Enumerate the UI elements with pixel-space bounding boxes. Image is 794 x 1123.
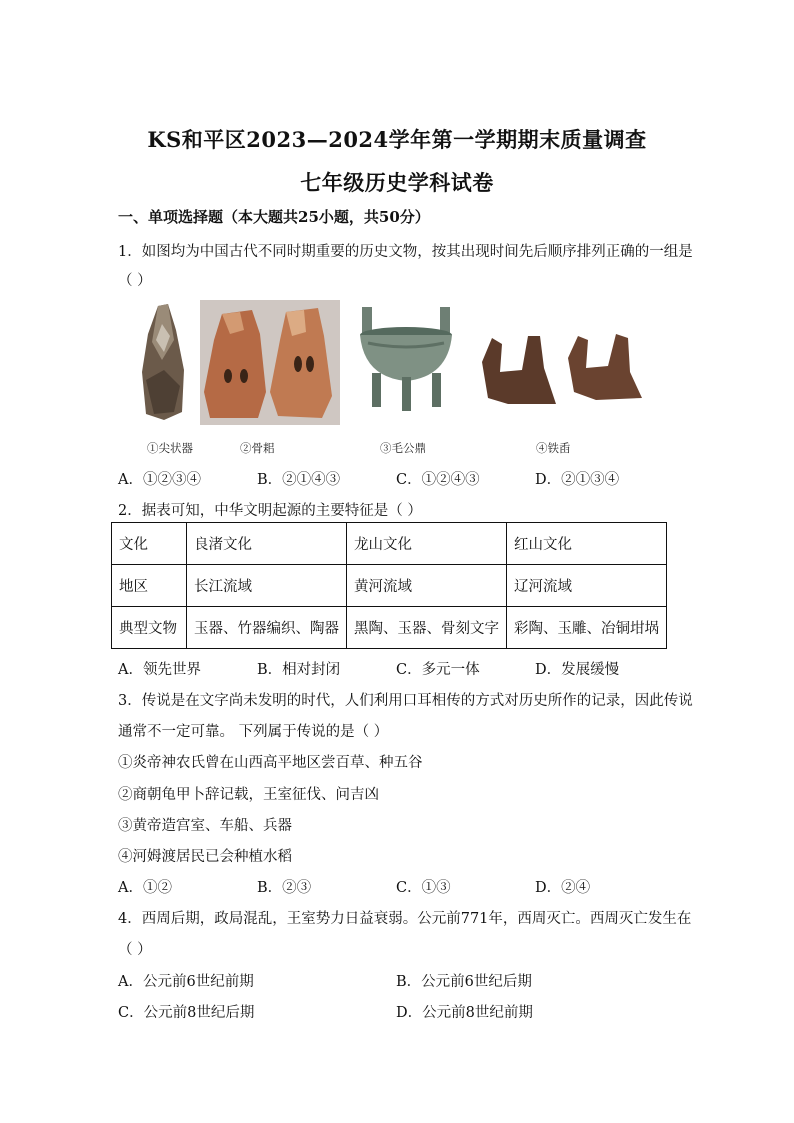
q3-stem-line1: 3．传说是在文字尚未发明的时代，人们利用口耳相传的方式对历史所作的记录，因此传说	[118, 693, 693, 709]
exam-title: KS和平区2023—2024学年第一学期期末质量调查	[147, 127, 647, 152]
q1-caption-4: ④铁臿	[536, 441, 571, 455]
q1-stem-line2: （ ）	[118, 273, 152, 289]
q3-stem-line2: 通常不一定可靠。 下列属于传说的是（ ）	[118, 724, 389, 740]
q4-stem-line1: 4．西周后期，政局混乱，王室势力日益衰弱。公元前771年，西周灭亡。西周灭亡发生在	[118, 911, 692, 927]
bone-spade-artifact-image	[200, 300, 340, 425]
q3-option-c: C．①③	[396, 880, 451, 896]
table-cell: 黑陶、玉器、骨刻文字	[347, 607, 507, 649]
q3-item-2: ②商朝龟甲卜辞记载，王室征伐、问吉凶	[118, 787, 379, 803]
q3-item-3: ③黄帝造宫室、车船、兵器	[118, 818, 292, 834]
table-cell: 良渚文化	[187, 523, 347, 565]
q1-option-c: C．①②④③	[396, 472, 480, 488]
q1-stem-line1: 1．如图均为中国古代不同时期重要的历史文物，按其出现时间先后顺序排列正确的一组是	[118, 244, 693, 260]
table-row	[112, 607, 667, 649]
q4-option-b: B．公元前6世纪后期	[396, 974, 532, 990]
culture-table	[111, 522, 667, 649]
maogong-ding-artifact-image	[354, 303, 458, 415]
section-heading: 一、单项选择题（本大题共25小题，共50分）	[118, 208, 430, 226]
table-cell: 文化	[112, 523, 187, 565]
table-row	[112, 523, 667, 565]
q2-option-c: C．多元一体	[396, 662, 480, 678]
q2-stem: 2．据表可知，中华文明起源的主要特征是（ ）	[118, 503, 422, 519]
q3-item-1: ①炎帝神农氏曾在山西高平地区尝百草、种五谷	[118, 755, 423, 771]
q2-option-a: A．领先世界	[118, 662, 201, 678]
q1-caption-1: ①尖状器	[147, 441, 193, 455]
q4-option-d: D．公元前8世纪前期	[396, 1005, 533, 1021]
q1-caption-2: ②骨耜	[240, 441, 275, 455]
table-cell: 辽河流域	[507, 565, 667, 607]
q3-option-a: A．①②	[118, 880, 172, 896]
iron-spade-artifact-image	[478, 328, 648, 408]
q4-option-a: A．公元前6世纪前期	[118, 974, 254, 990]
table-cell: 长江流域	[187, 565, 347, 607]
table-cell: 黄河流域	[347, 565, 507, 607]
q4-stem-line2: （ ）	[118, 942, 152, 958]
table-cell: 彩陶、玉雕、冶铜坩埚	[507, 607, 667, 649]
q1-option-d: D．②①③④	[535, 472, 620, 488]
q3-item-4: ④河姆渡居民已会种植水稻	[118, 849, 292, 865]
q1-caption-3: ③毛公鼎	[380, 441, 426, 455]
q2-option-b: B．相对封闭	[257, 662, 341, 678]
table-cell: 龙山文化	[347, 523, 507, 565]
q1-option-b: B．②①④③	[257, 472, 341, 488]
table-cell: 玉器、竹器编织、陶器	[187, 607, 347, 649]
stone-point-artifact-image	[134, 300, 194, 425]
q2-option-d: D．发展缓慢	[535, 662, 620, 678]
exam-subtitle: 七年级历史学科试卷	[300, 170, 494, 195]
q4-option-c: C．公元前8世纪后期	[118, 1005, 255, 1021]
q3-option-d: D．②④	[535, 880, 591, 896]
table-cell: 地区	[112, 565, 187, 607]
table-row	[112, 565, 667, 607]
table-cell: 典型文物	[112, 607, 187, 649]
q3-option-b: B．②③	[257, 880, 312, 896]
table-cell: 红山文化	[507, 523, 667, 565]
q1-option-a: A．①②③④	[118, 472, 201, 488]
